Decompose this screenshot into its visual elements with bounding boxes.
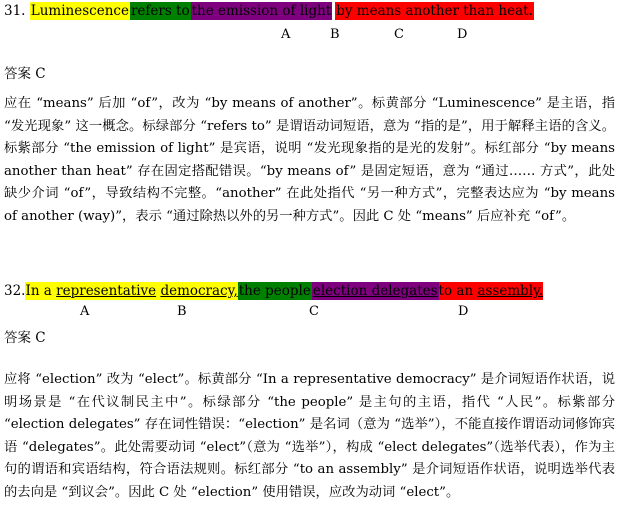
question-31-number: 31. (4, 3, 30, 19)
q32-segment-b: the people (238, 283, 311, 299)
question-31-sentence (4, 2, 534, 20)
q32-segment-a: In a representative democracy, (25, 283, 238, 299)
q31-answer: 答案 C (4, 66, 46, 82)
q32-answer: 答案 C (4, 330, 46, 346)
q31-label-b: B (330, 27, 340, 42)
q31-label-d: D (457, 27, 468, 42)
q31-label-c: C (394, 27, 404, 42)
question-32-sentence (4, 282, 543, 300)
q32-label-c: C (309, 304, 319, 319)
q31-explanation: 应在 “means” 后加 “of”，改为 “by means of another”。标黄部分 “Luminescence” 是主语，指 “发光现象” 这一概念。标绿部分 “refers to” 是谓语动词短语，意为 “指的是”，用于解释主语的含义。标紫部分 “the emission of light” 是宾语，说明 “发光现象指的是光的发射”。标红部分 “by means another than heat” 存在固定搭配错误。“by means of” 是固定短语，意为 “通过…… 方式”，此处缺少介词 “of”，导致结构不完整。“another” 在此处指代 “另一种方式”，完整表达应为 “by means of another (way)”，表示 “通过除热以外的另一种方式”。因此 C 处 “means” 后应补充 “of”。 (4, 96, 615, 224)
q31-segment-d: by means another than heat. (336, 3, 533, 19)
q32-label-a: A (80, 304, 90, 319)
q31-segment-c: the emission of light (191, 3, 332, 19)
q31-segment-a: Luminescence (30, 3, 129, 19)
q32-segment-c: election delegates (312, 283, 438, 299)
question-32-number: 32. (4, 283, 26, 299)
q31-label-a: A (281, 27, 291, 42)
q32-explanation: 应将 “election” 改为 “elect”。标黄部分 “In a representative democracy” 是介词短语作状语，说明场景是 “在代议制民主中”。标绿部分 “the people” 是主句的主语，指代 “人民”。标紫部分 “election delegates” 存在词性错误：“election” 是名词（意为 “选举”），不能直接作谓语动词修饰宾语 “delegates”。此处需要动词 “elect”（意为 “选举”），构成 “elect delegates”（选举代表），作为主句的谓语和宾语结构，符合语法规则。标红部分 “to an assembly” 是介词短语作状语，说明选举代表的去向是 “到议会”。因此 C 处 “election” 使用错误，应改为动词 “elect”。 (4, 372, 615, 500)
q32-segment-d: to an assembly. (438, 283, 544, 299)
q32-label-b: B (177, 304, 187, 319)
q31-segment-b: refers to (130, 3, 190, 19)
q31-segment-labels (0, 27, 619, 45)
q32-segment-labels (0, 304, 619, 322)
q32-label-d: D (458, 304, 469, 319)
